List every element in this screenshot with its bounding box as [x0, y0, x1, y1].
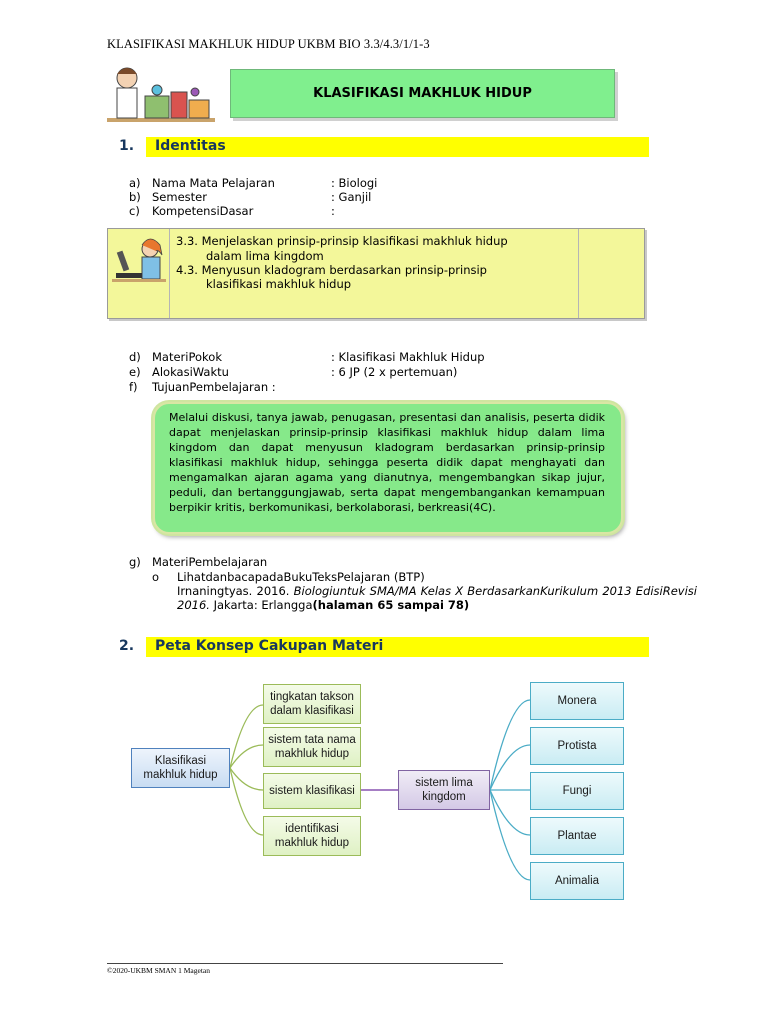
materials-key: g) — [129, 555, 141, 569]
concept-branch-node: identifikasi makhluk hidup — [263, 816, 361, 856]
ref-pages: (halaman 65 sampai 78) — [312, 598, 470, 612]
section-title: Identitas — [155, 138, 226, 154]
document-header: KLASIFIKASI MAKHLUK HIDUP UKBM BIO 3.3/4.3/1/1-3 — [107, 37, 430, 51]
identity-label: KompetensiDasar — [152, 204, 254, 218]
kingdom-node: Plantae — [530, 817, 624, 855]
identity-label: Nama Mata Pelajaran — [152, 176, 275, 190]
ref-publisher: Jakarta: Erlangga — [213, 598, 313, 612]
identity-key: e) — [129, 365, 141, 379]
concept-root-node: Klasifikasi makhluk hidup — [131, 748, 230, 788]
identity-value: : 6 JP (2 x pertemuan) — [331, 365, 458, 379]
identity-value: : Klasifikasi Makhluk Hidup — [331, 350, 485, 364]
identity-label: MateriPokok — [152, 350, 222, 364]
materials-bullet: o — [152, 570, 160, 584]
materials-item: LihatdanbacapadaBukuTeksPelajaran (BTP) — [177, 570, 425, 584]
identity-key: d) — [129, 350, 141, 364]
section-number: 2. — [119, 638, 135, 654]
kingdom-node: Protista — [530, 727, 624, 765]
competency-4-3-cont: klasifikasi makhluk hidup — [206, 277, 352, 291]
ref-author: Irnaningtyas. 2016. — [177, 584, 290, 598]
materials-label: MateriPembelajaran — [152, 555, 268, 569]
concept-branch-node: sistem tata nama makhluk hidup — [263, 727, 361, 767]
document-title: KLASIFIKASI MAKHLUK HIDUP — [230, 69, 615, 118]
identity-key: c) — [129, 204, 140, 218]
identity-value: : Biologi — [331, 176, 378, 190]
kingdom-node: Animalia — [530, 862, 624, 900]
kingdom-node: Fungi — [530, 772, 624, 810]
competency-4-3: 4.3. Menyusun kladogram berdasarkan prinsip-prinsip — [176, 263, 487, 277]
concept-middle-node: sistem lima kingdom — [398, 770, 490, 810]
competency-3-3: 3.3. Menjelaskan prinsip-prinsip klasifikasi makhluk hidup — [176, 234, 508, 248]
concept-branch-node: tingkatan takson dalam klasifikasi — [263, 684, 361, 724]
kingdom-node: Monera — [530, 682, 624, 720]
ref-title: Biologiuntuk SMA/MA Kelas X BerdasarkanKurikulum 2013 EdisiRevisi 2016. — [177, 584, 697, 612]
identity-key: b) — [129, 190, 141, 204]
concept-branch-node: sistem klasifikasi — [263, 773, 361, 809]
section-title: Peta Konsep Cakupan Materi — [155, 638, 384, 654]
identity-value: : — [331, 204, 335, 218]
learning-goal-text: Melalui diskusi, tanya jawab, penugasan, presentasi dan analisis, peserta didik dapat menjelaskan prinsip-prinsip klasifikasi makhluk hidup dalam lima kingdom dan dapat menyusun kladogram berdasarkan prinsip-prinsip klasifikasi makhluk hidup, sehingga peserta didik dapat menghayati dan mengamalkan ajaran agama yang dianutnya, mengembangkan sikap jujur, peduli, dan bertanggungjawab, serta dapat mengembanganka​n kemampuan berpikir kritis, berkomunikasi, berkolaborasi, berkreasi(4C). — [169, 411, 605, 514]
identity-label: TujuanPembelajaran : — [152, 380, 276, 394]
identity-key: f) — [129, 380, 138, 394]
identity-key: a) — [129, 176, 141, 190]
identity-label: Semester — [152, 190, 207, 204]
footer-text: ©2020-UKBM SMAN 1 Magetan — [107, 966, 210, 975]
competency-3-3-cont: dalam lima kingdom — [206, 249, 324, 263]
section-number: 1. — [119, 138, 135, 154]
identity-label: AlokasiWaktu — [152, 365, 229, 379]
footer-divider — [107, 963, 503, 964]
identity-value: : Ganjil — [331, 190, 372, 204]
